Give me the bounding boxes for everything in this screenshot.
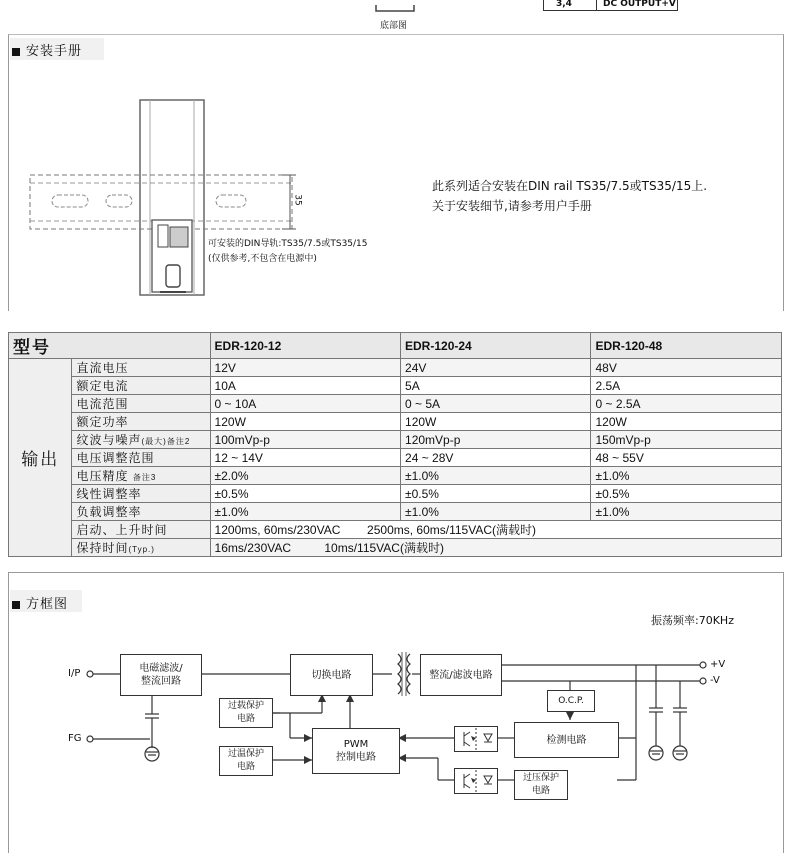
rectifier-filter-block: 整流/滤波电路 bbox=[420, 654, 502, 696]
spec-value: 120W bbox=[210, 413, 400, 431]
spec-value: ±0.5% bbox=[591, 485, 782, 503]
spec-value: 5A bbox=[401, 377, 591, 395]
param-text: 电压精度 bbox=[76, 469, 129, 483]
pin-table-fragment bbox=[543, 0, 678, 11]
olp-line1: 过载保护 bbox=[227, 701, 264, 711]
spec-row bbox=[9, 539, 782, 557]
din-rail-drawing bbox=[20, 95, 320, 305]
emi-line2: 整流回路 bbox=[141, 676, 181, 687]
rail-note: (仅供参考,不包含在电源中) bbox=[208, 254, 317, 264]
param-text: 保持时间 bbox=[76, 541, 129, 555]
spec-value: ±1.0% bbox=[210, 503, 400, 521]
olp-block bbox=[219, 698, 273, 728]
install-title-text: 安装手册 bbox=[26, 44, 83, 59]
spec-value: ±1.0% bbox=[591, 503, 782, 521]
spec-value: 2.5A bbox=[591, 377, 782, 395]
block-title-text: 方框图 bbox=[26, 597, 69, 612]
spec-row bbox=[9, 359, 782, 377]
bottom-view-fragment bbox=[370, 0, 420, 10]
otp-line1: 过温保护 bbox=[227, 749, 264, 759]
param-label: 启动、上升时间 bbox=[72, 521, 210, 539]
spec-value: ±1.0% bbox=[401, 467, 591, 485]
block-section-title bbox=[12, 593, 68, 612]
rail-caption: 可安装的DIN导轨:TS35/7.5或TS35/15 bbox=[208, 239, 368, 249]
spec-row bbox=[9, 485, 782, 503]
spec-value: ±0.5% bbox=[401, 485, 591, 503]
spec-value: 0 ~ 10A bbox=[210, 395, 400, 413]
spec-value: ±0.5% bbox=[210, 485, 400, 503]
spec-value: 24V bbox=[401, 359, 591, 377]
param-label: 额定功率 bbox=[72, 413, 210, 431]
param-label: 额定电流 bbox=[72, 377, 210, 395]
pwm-block bbox=[312, 728, 400, 774]
switching-block: 切换电路 bbox=[290, 654, 373, 696]
ip-label: I/P bbox=[68, 668, 81, 679]
output-group-label: 输出 bbox=[9, 359, 72, 557]
vminus-label: -V bbox=[710, 675, 720, 686]
spec-value: 150mVp-p bbox=[591, 431, 782, 449]
param-label bbox=[72, 431, 210, 449]
ocp-block: O.C.P. bbox=[547, 690, 595, 712]
spec-value: 12 ~ 14V bbox=[210, 449, 400, 467]
otp-line2: 电路 bbox=[236, 762, 255, 772]
pin-number: 3,4 bbox=[544, 0, 597, 10]
spec-table bbox=[8, 332, 782, 557]
oscillation-frequency: 振荡频率:70KHz bbox=[651, 614, 734, 627]
spec-value: 48V bbox=[591, 359, 782, 377]
spec-header-row bbox=[9, 333, 782, 359]
spec-value: ±2.0% bbox=[210, 467, 400, 485]
spec-value: 120W bbox=[401, 413, 591, 431]
spec-row bbox=[9, 413, 782, 431]
install-desc-line2: 关于安装细节,请参考用户手册 bbox=[432, 199, 592, 213]
square-bullet-icon bbox=[12, 601, 20, 609]
ovp-block bbox=[514, 770, 568, 800]
detect-block: 检测电路 bbox=[514, 722, 619, 758]
install-desc-line1: 此系列适合安装在DIN rail TS35/7.5或TS35/15上. bbox=[432, 179, 708, 193]
spec-value: ±1.0% bbox=[401, 503, 591, 521]
spec-value: 10A bbox=[210, 377, 400, 395]
spec-value: 48 ~ 55V bbox=[591, 449, 782, 467]
param-sub: (最大)备注2 bbox=[141, 437, 191, 446]
spec-value: 1200ms, 60ms/230VAC 2500ms, 60ms/115VAC(满载时) bbox=[210, 521, 781, 539]
emi-filter-block bbox=[120, 654, 202, 696]
model-2: EDR-120-24 bbox=[401, 333, 591, 359]
optocoupler-2-icon bbox=[454, 768, 498, 794]
ovp-line2: 电路 bbox=[531, 786, 550, 796]
optocoupler-1-icon bbox=[454, 726, 498, 752]
spec-value: 120W bbox=[591, 413, 782, 431]
spec-row bbox=[9, 503, 782, 521]
model-3: EDR-120-48 bbox=[591, 333, 782, 359]
param-label bbox=[72, 467, 210, 485]
param-label bbox=[72, 539, 210, 557]
otp-block bbox=[219, 746, 273, 776]
spec-value: 120mVp-p bbox=[401, 431, 591, 449]
pwm-line1: PWM bbox=[343, 739, 369, 750]
spec-row bbox=[9, 521, 782, 539]
spec-row bbox=[9, 467, 782, 485]
rail-dimension-label: 35 bbox=[292, 194, 303, 206]
spec-value: 24 ~ 28V bbox=[401, 449, 591, 467]
pwm-line2: 控制电路 bbox=[336, 752, 376, 763]
bottom-view-drawing bbox=[370, 5, 420, 15]
param-sub: 备注3 bbox=[132, 473, 157, 482]
spec-value: 0 ~ 2.5A bbox=[591, 395, 782, 413]
spec-value: 100mVp-p bbox=[210, 431, 400, 449]
pin-function: DC OUTPUT+V bbox=[603, 0, 676, 9]
model-1: EDR-120-12 bbox=[210, 333, 400, 359]
spec-value: 12V bbox=[210, 359, 400, 377]
fg-label: FG bbox=[68, 733, 82, 744]
spec-row bbox=[9, 395, 782, 413]
param-sub: (Typ.) bbox=[128, 545, 155, 554]
ovp-line1: 过压保护 bbox=[522, 773, 559, 783]
spec-value: 0 ~ 5A bbox=[401, 395, 591, 413]
spec-row bbox=[9, 449, 782, 467]
emi-line1: 电磁滤波/ bbox=[139, 663, 183, 674]
param-label: 电压调整范围 bbox=[72, 449, 210, 467]
param-label: 直流电压 bbox=[72, 359, 210, 377]
olp-line2: 电路 bbox=[236, 714, 255, 724]
spec-value: ±1.0% bbox=[591, 467, 782, 485]
spec-row bbox=[9, 377, 782, 395]
model-label: 型号 bbox=[9, 333, 211, 359]
square-bullet-icon bbox=[12, 48, 20, 56]
param-text: 纹波与噪声 bbox=[76, 433, 142, 447]
install-section-title bbox=[12, 40, 82, 59]
vplus-label: +V bbox=[710, 659, 726, 670]
param-label: 电流范围 bbox=[72, 395, 210, 413]
param-label: 线性调整率 bbox=[72, 485, 210, 503]
param-label: 负载调整率 bbox=[72, 503, 210, 521]
spec-value: 16ms/230VAC 10ms/115VAC(满载时) bbox=[210, 539, 781, 557]
bottom-view-caption: 底部图 bbox=[380, 21, 408, 31]
spec-row bbox=[9, 431, 782, 449]
